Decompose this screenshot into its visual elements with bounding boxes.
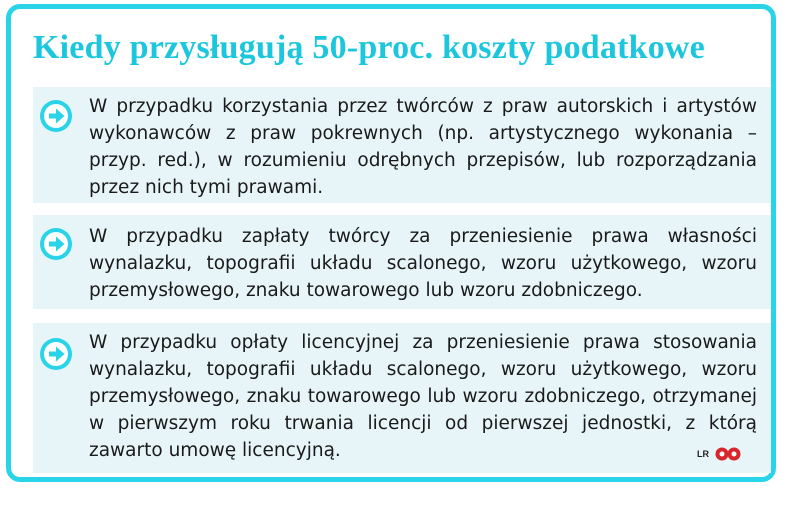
list-item (33, 323, 771, 473)
infobox-title: Kiedy przysługują 50-proc. koszty podatkowe (33, 29, 705, 66)
item-text: W przypadku korzystania przez twórców z praw autorskich i artystów wykonawców z praw pokrewnych (np. artystycznego wykonania – przyp. red.), w rozumieniu odrębnych przepisów, lub rozporządzania przez nich tymi prawami. (89, 96, 757, 198)
logo-mark-icon (715, 447, 741, 461)
logo-initials: LR (697, 449, 709, 459)
arrow-right-circle-icon (39, 99, 73, 133)
arrow-right-circle-icon (39, 227, 73, 261)
list-item (33, 87, 771, 203)
infobox-frame (6, 4, 776, 482)
list-item (33, 215, 771, 309)
arrow-right-circle-icon (39, 337, 73, 371)
item-text: W przypadku zapłaty twórcy za przeniesienie prawa własności wynalazku, topografii układu scalonego, wzoru użytkowego, wzoru przemysłowego, znaku towarowego lub wzoru zdobniczego. (89, 226, 757, 301)
item-text: W przypadku opłaty licencyjnej za przeniesienie prawa stosowania wynalazku, topografii układu scalonego, wzoru użytkowego, wzoru przemysłowego, znaku towarowego lub wzoru zdobniczego, otrzymanej w pierwszym roku trwania licencji od pierwszej jednostki, z którą zawarto umowę licencyjną. (89, 332, 757, 461)
publisher-logo (697, 447, 741, 461)
